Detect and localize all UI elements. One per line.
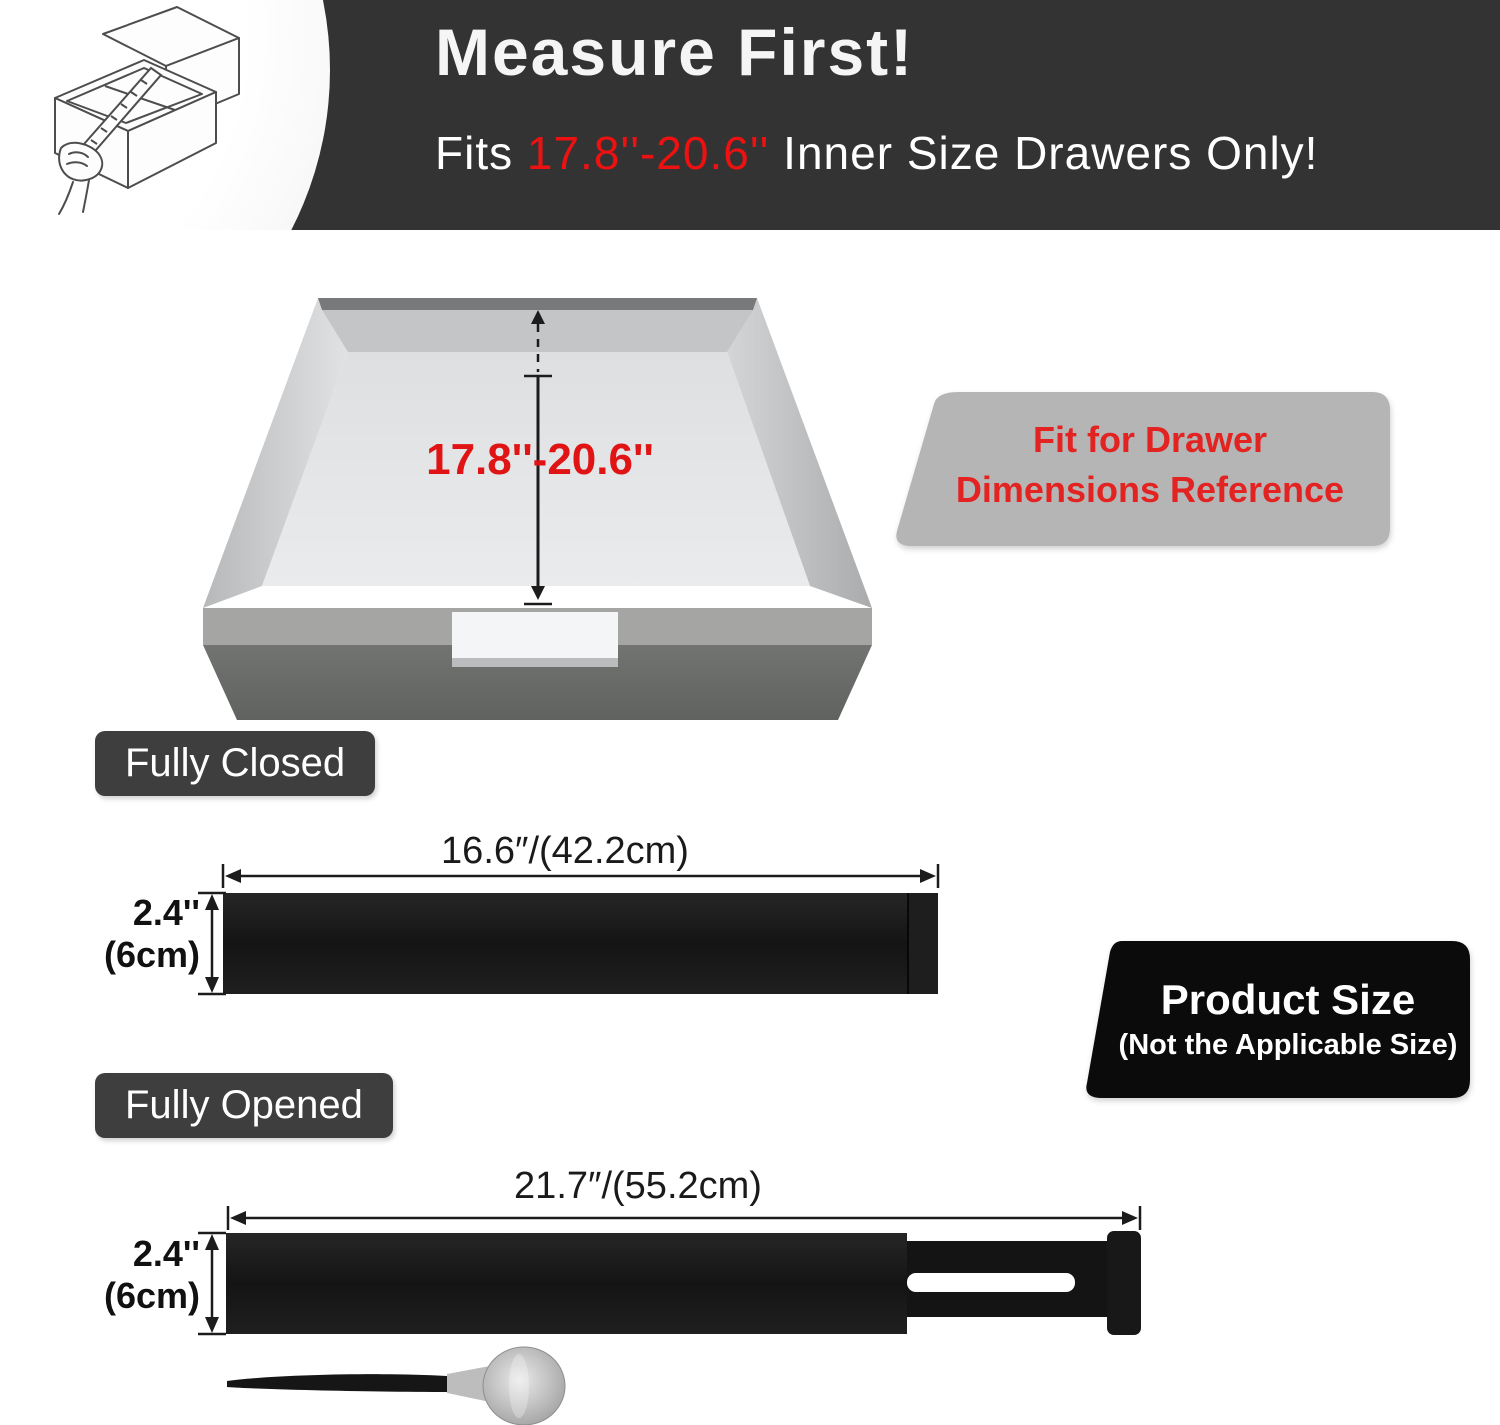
- opened-width-arrow: [228, 1206, 1140, 1230]
- opened-width-label: 21.7″/(55.2cm): [514, 1165, 762, 1207]
- spoon-bowl-highlight: [509, 1354, 529, 1418]
- drawer-depth-label: 17.8''-20.6'': [426, 435, 654, 484]
- opened-height-arrow: [198, 1233, 226, 1334]
- divider-end-cap-opened: [1107, 1231, 1141, 1335]
- drawer-handle: [452, 612, 618, 658]
- closed-height-metric-label: (6cm): [103, 934, 200, 975]
- closed-width-label: 16.6″/(42.2cm): [441, 830, 689, 872]
- spoon-handle: [227, 1374, 448, 1392]
- fit-bubble-line1: Fit for Drawer: [1032, 419, 1268, 460]
- divider-end-cap-closed: [908, 893, 938, 994]
- fit-reference-bubble: [870, 375, 1410, 575]
- closed-height-arrow: [198, 893, 226, 994]
- subtitle-size-range: 17.8''-20.6'': [526, 127, 770, 179]
- fit-bubble-line2: Dimensions Reference: [955, 469, 1345, 510]
- drawer-back-edge: [318, 298, 757, 310]
- product-size-bubble: [1070, 925, 1490, 1115]
- subtitle-prefix: Fits: [435, 127, 527, 179]
- opened-height-metric-label: (6cm): [103, 1275, 200, 1316]
- opened-divider-diagram: [90, 1150, 1170, 1350]
- page-subtitle: [435, 126, 1318, 180]
- size-bubble-line1: Product Size: [1160, 976, 1416, 1023]
- drawer-handle-shadow: [452, 658, 618, 667]
- drawer-measure-sketch-icon: [25, 2, 240, 220]
- fully-closed-badge: Fully Closed: [95, 731, 375, 796]
- drawer-3d-figure: [140, 285, 920, 735]
- size-bubble-line2: (Not the Applicable Size): [1118, 1029, 1458, 1061]
- spoon-photo-icon: [200, 1335, 580, 1425]
- divider-bar-closed: [223, 893, 938, 994]
- closed-divider-diagram: [90, 815, 1010, 1015]
- fully-opened-badge: Fully Opened: [95, 1073, 393, 1138]
- header-banner: [0, 0, 1500, 230]
- divider-arm-slot: [907, 1273, 1075, 1292]
- page-title: Measure First!: [435, 15, 915, 89]
- opened-height-label: 2.4'': [132, 1233, 200, 1274]
- divider-bar-opened: [226, 1233, 907, 1334]
- closed-height-label: 2.4'': [132, 892, 200, 933]
- subtitle-suffix: Inner Size Drawers Only!: [769, 127, 1319, 179]
